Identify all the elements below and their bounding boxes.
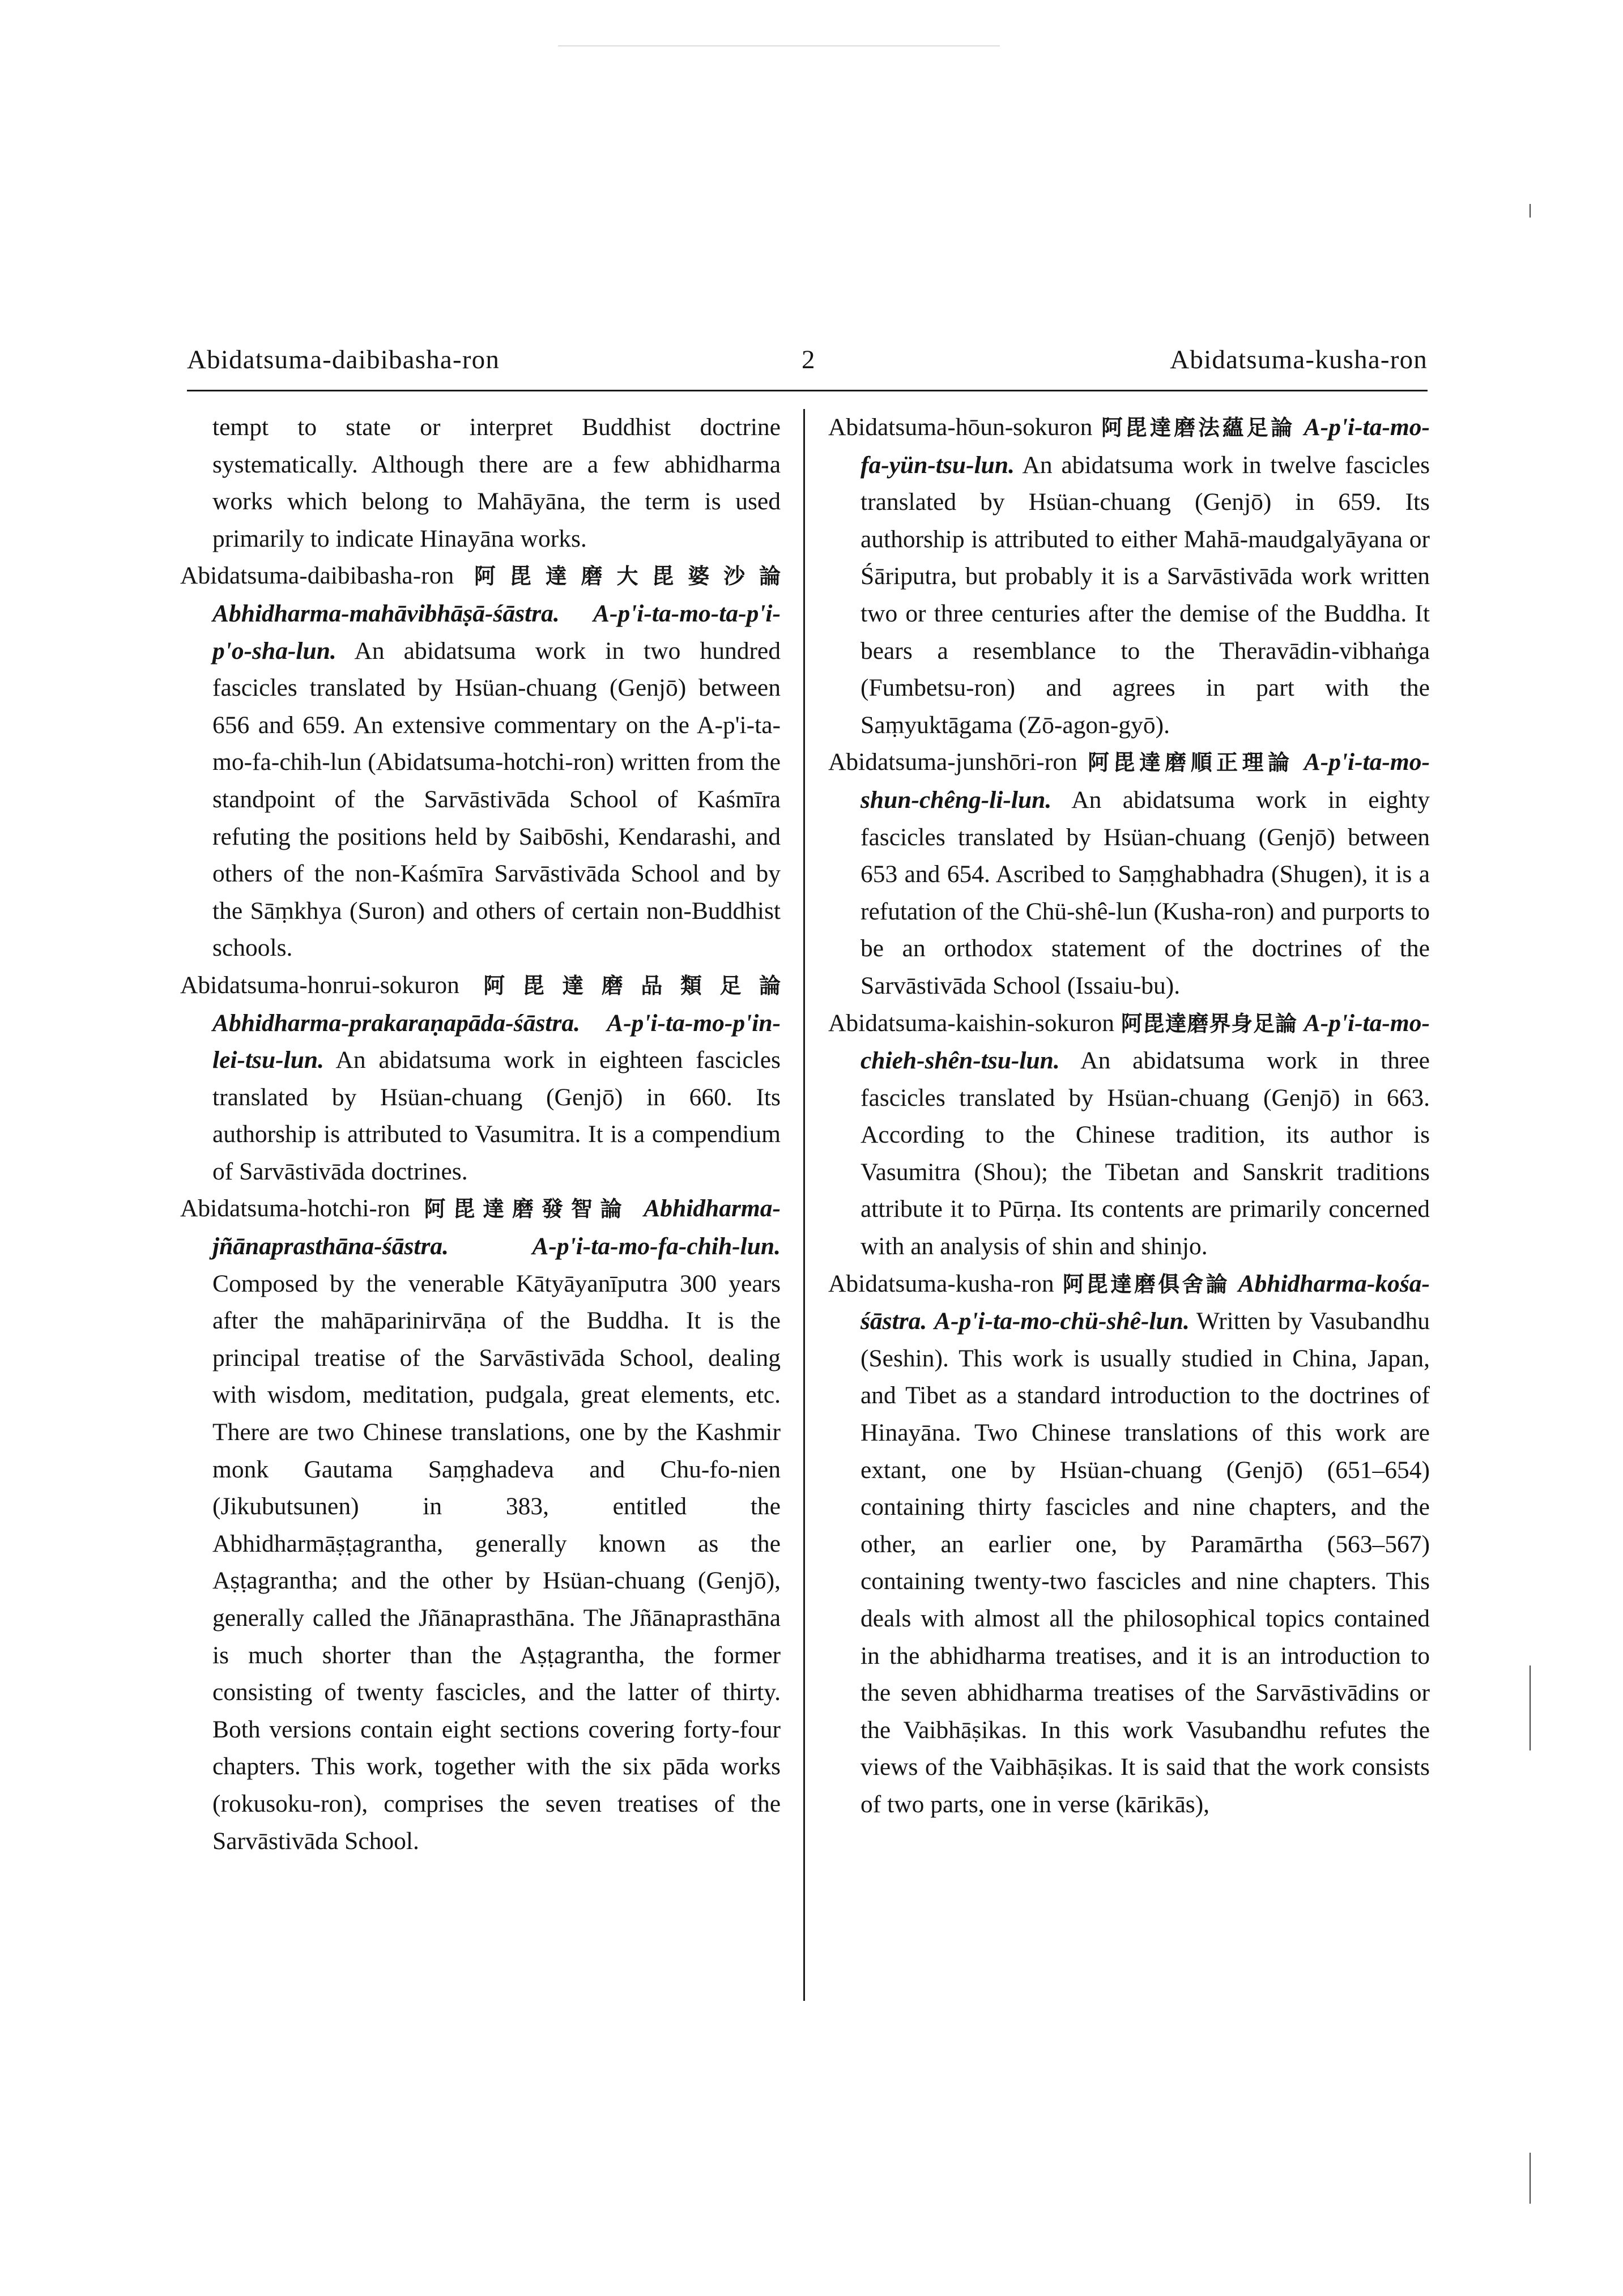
entry-transliteration: A-p'i-ta-mo-p'in-lei-tsu-lun.: [212, 1009, 781, 1074]
entry-chinese-characters: 阿毘達磨發智論: [424, 1196, 630, 1222]
entry-definition: An abidatsuma work in three fascicles translated by Hsüan-chuang (Genjō) in 663. According to the Chinese tradition, its author is Vasumitra (Shou); the Tibetan and Sanskrit traditions attribute it to Pūrṇa. Its contents are primarily concerned with an analysis of shin and shinjo.: [861, 1047, 1430, 1260]
dictionary-entry: [180, 1190, 781, 1860]
entry-sanskrit-title: Abhidharma-jñānaprasthāna-śāstra.: [212, 1195, 781, 1260]
top-faint-rule: [558, 45, 1000, 46]
entry-chinese-characters: 阿毘達磨界身足論: [1121, 1011, 1297, 1036]
entry-transliteration: A-p'i-ta-mo-chü-shê-lun.: [934, 1307, 1190, 1335]
entry-headword: Abidatsuma-kusha-ron: [828, 1270, 1054, 1297]
header-rule: [187, 390, 1428, 391]
entry-definition: An abidatsuma work in eighteen fascicles translated by Hsüan-chuang (Genjō) in 660. Its authorship is attributed to Vasumitra. It is a compendium of Sarvāstivāda doctrines.: [212, 1046, 781, 1185]
entry-transliteration: A-p'i-ta-mo-ta-p'i-p'o-sha-lun.: [212, 599, 781, 664]
entry-sanskrit-title: Abhidharma-kośa-śāstra.: [861, 1270, 1430, 1335]
entry-headword: Abidatsuma-junshōri-ron: [828, 748, 1077, 776]
entry-transliteration: A-p'i-ta-mo-chieh-shên-tsu-lun.: [861, 1009, 1430, 1075]
right-column: [828, 409, 1430, 1824]
entry-chinese-characters: 阿毘達磨法蘊足論: [1101, 415, 1296, 440]
entry-chinese-characters: 阿毘達磨品類足論: [483, 973, 781, 998]
entry-chinese-characters: 阿毘達磨順正理論: [1088, 750, 1294, 776]
entry-sanskrit-title: Abhidharma-mahāvibhāṣā-śāstra.: [212, 599, 560, 627]
scan-edge-mark: [1530, 204, 1531, 218]
dictionary-entry: [180, 557, 781, 967]
entry-chinese-characters: 阿毘達磨大毘婆沙論: [474, 564, 781, 589]
left-column: [180, 409, 781, 1860]
entry-headword: Abidatsuma-hotchi-ron: [180, 1195, 410, 1222]
entry-chinese-characters: 阿毘達磨俱舍論: [1062, 1271, 1230, 1297]
running-head: [187, 344, 1428, 384]
entry-headword: Abidatsuma-kaishin-sokuron: [828, 1009, 1115, 1037]
dictionary-entry: [828, 1266, 1430, 1824]
running-head-left: Abidatsuma-daibibasha-ron: [187, 345, 500, 374]
entry-definition: Composed by the venerable Kātyāyanīputra 300 years after the mahāparinirvāṇa of the Buddha. It is the principal treatise of the Sarvāstivāda School, dealing with wisdom, meditation, pudgala, great elements, etc. There are two Chinese translations, one by the Kashmir monk Gautama Saṃghadeva and Chu-fo-nien (Jikubutsunen) in 383, entitled the Abhidharmāṣṭagrantha, generally known as the Aṣṭagrantha; and the other by Hsüan-chuang (Genjō), generally called the Jñānaprasthāna. The Jñānaprasthāna is much shorter than the Aṣṭagrantha, the former consisting of twenty fascicles, and the latter of thirty. Both versions contain eight sections covering forty-four chapters. This work, together with the six pāda works (rokusoku-ron), comprises the seven treatises of the Sarvāstivāda School.: [212, 1270, 781, 1855]
dictionary-entry: [828, 1005, 1430, 1266]
entry-sanskrit-title: Abhidharma-prakaraṇapāda-śāstra.: [212, 1009, 581, 1037]
entry-headword: Abidatsuma-daibibasha-ron: [180, 562, 454, 590]
entry-transliteration: A-p'i-ta-mo-fa-yün-tsu-lun.: [861, 414, 1430, 479]
running-head-right: Abidatsuma-kusha-ron: [1170, 345, 1428, 374]
entry-definition: An abidatsuma work in twelve fascicles translated by Hsüan-chuang (Genjō) in 659. Its authorship is attributed to either Mahā-maudgalyāyana or Śāriputra, but probably it is a Sarvāstivāda work written two or three centuries after the demise of the Buddha. It bears a resemblance to the Theravādin-vibhaṅga (Fumbetsu-ron) and agrees in part with the Saṃyuktāgama (Zō-agon-gyō).: [861, 451, 1430, 739]
entry-transliteration: A-p'i-ta-mo-shun-chêng-li-lun.: [861, 748, 1430, 813]
page-number: 2: [802, 345, 816, 374]
entry-definition: An abidatsuma work in two hundred fascicles translated by Hsüan-chuang (Genjō) between 656 and 659. An extensive commentary on the A-p'i-ta-mo-fa-chih-lun (Abidatsuma-hotchi-ron) written from the standpoint of the Sarvāstivāda School of Kaśmīra refuting the positions held by Saibōshi, Kendarashi, and others of the non-Kaśmīra Sarvāstivāda School and by the Sāṃkhya (Suron) and others of certain non-Buddhist schools.: [212, 637, 781, 962]
scan-edge-mark: [1530, 2153, 1531, 2204]
entry-headword: Abidatsuma-hōun-sokuron: [828, 414, 1093, 441]
continued-text: tempt to state or interpret Buddhist doctrine systematically. Although there are a few abhidharma works which belong to Mahāyāna, the term is used primarily to indicate Hinayāna works.: [212, 414, 781, 552]
dictionary-entry: [828, 744, 1430, 1004]
dictionary-entry: [828, 409, 1430, 744]
entry-definition: Written by Vasubandhu (Seshin). This work is usually studied in China, Japan, and Tibet as a standard introduction to the doctrines of Hinayāna. Two Chinese translations of this work are extant, one by Hsüan-chuang (Genjō) (651–654) containing thirty fascicles and nine chapters, and the other, an earlier one, by Paramārtha (563–567) containing twenty-two fascicles and nine chapters. This deals with almost all the philosophical topics contained in the abhidharma treatises, and it is an introduction to the seven abhidharma treatises of the Sarvāstivādins or the Vaibhāṣikas. In this work Vasubandhu refutes the views of the Vaibhāṣikas. It is said that the work consists of two parts, one in verse (kārikās),: [861, 1307, 1430, 1818]
column-divider: [803, 409, 805, 2001]
entry-headword: Abidatsuma-honrui-sokuron: [180, 971, 459, 999]
dictionary-entry: [180, 967, 781, 1191]
scan-edge-mark: [1530, 1665, 1531, 1750]
entry-transliteration: A-p'i-ta-mo-fa-chih-lun.: [532, 1233, 781, 1260]
entry-definition: An abidatsuma work in eighty fascicles translated by Hsüan-chuang (Genjō) between 653 and 654. Ascribed to Saṃghabhadra (Shugen), it is a refutation of the Chü-shê-lun (Kusha-ron) and purports to be an orthodox statement of the doctrines of the Sarvāstivāda School (Issaiu-bu).: [861, 786, 1430, 999]
